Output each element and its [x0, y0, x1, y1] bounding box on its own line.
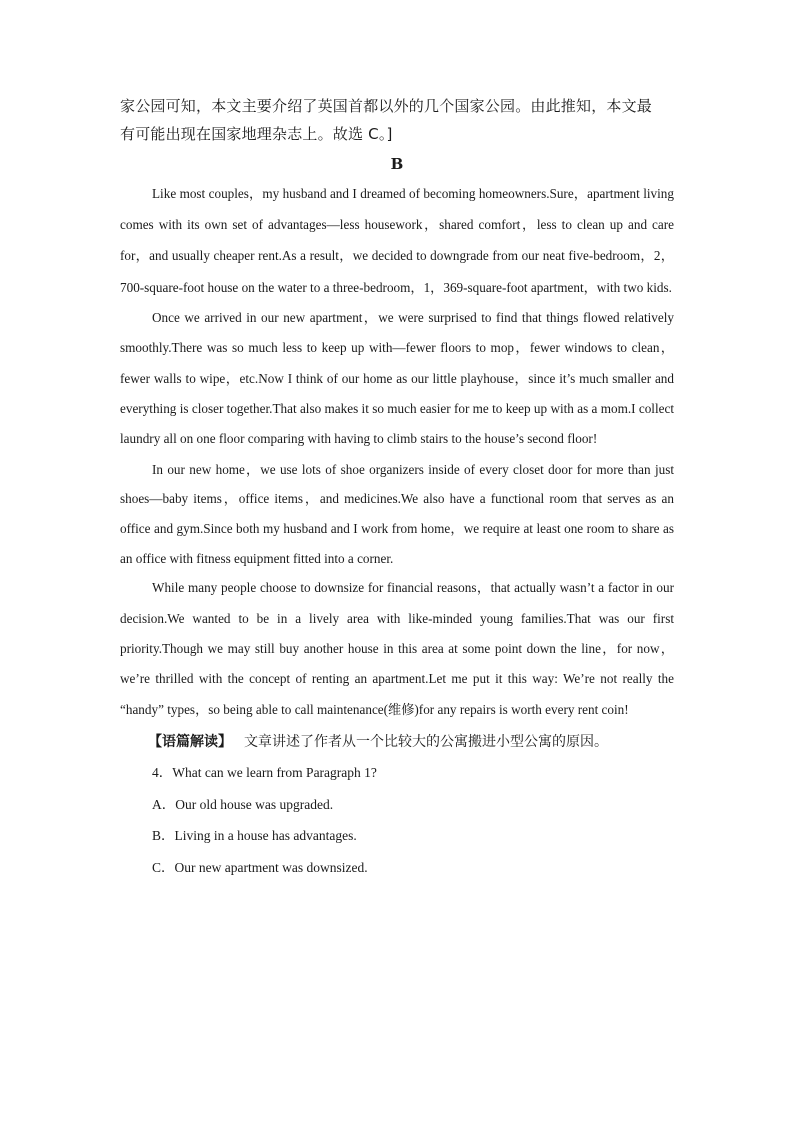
- question-stem: 4．What can we learn from Paragraph 1?: [152, 765, 377, 781]
- intro-line-1: 家公园可知，本文主要介绍了英国首都以外的几个国家公园。由此推知，本文最: [120, 97, 653, 115]
- section-title: B: [390, 155, 404, 173]
- option-c: C．Our new apartment was downsized.: [152, 859, 368, 875]
- passage-paragraph-4: While many people choose to downsize for financial reasons，that actually wasn’t a factor in our decision.We wanted to be in a lively area with like-minded young families.That was our first priority.Though we may still buy another house in this area at some point down the line，for now，we’re thrilled with the concept of renting an apartment.Let me put it this way: We’re not really the “handy” types，so being able to call maintenance(维修)for any repairs is worth every rent coin!: [120, 580, 674, 717]
- passage-analysis: [120, 727, 674, 757]
- analysis-tag: 【语篇解读】: [148, 734, 232, 751]
- document-page: [120, 92, 674, 883]
- passage-paragraph-1: Like most couples，my husband and I dreamed of becoming homeowners.Sure，apartment living comes with its own set of advantages—less housework，shared comfort，less to clean up and care for，and usually cheaper rent.As a result，we decided to downgrade from our neat five-bedroom，2，700-square-foot house on the water to a three-bedroom，1，369-square-foot apartment，with two kids.: [120, 186, 674, 295]
- passage-paragraph-2: Once we arrived in our new apartment，we were surprised to find that things flowed relatively smoothly.There was so much less to keep up with—fewer floors to mop，fewer windows to clean，fewer walls to wipe，etc.Now I think of our home as our little playhouse，since it’s much smaller and everything is closer together.That also makes it so much easier for me to keep up with as a mom.I collect laundry all on one floor comparing with having to climb stairs to the house’s second floor!: [120, 309, 674, 447]
- option-b: B．Living in a house has advantages.: [152, 828, 357, 844]
- intro-line-2: 有可能出现在国家地理杂志上。故选 C。]: [120, 125, 393, 143]
- passage-paragraph-3: In our new home，we use lots of shoe organizers inside of every closet door for more than just shoes—baby items，office items，and medicines.We also have a functional room that serves as an office and gym.Since both my husband and I work from home，we require at least one room to share as an office with fitness equipment fitted into a corner.: [120, 461, 674, 566]
- analysis-text: 文章讲述了作者从一个比较大的公寓搬进小型公寓的原因。: [244, 734, 608, 751]
- option-a: A．Our old house was upgraded.: [152, 796, 334, 812]
